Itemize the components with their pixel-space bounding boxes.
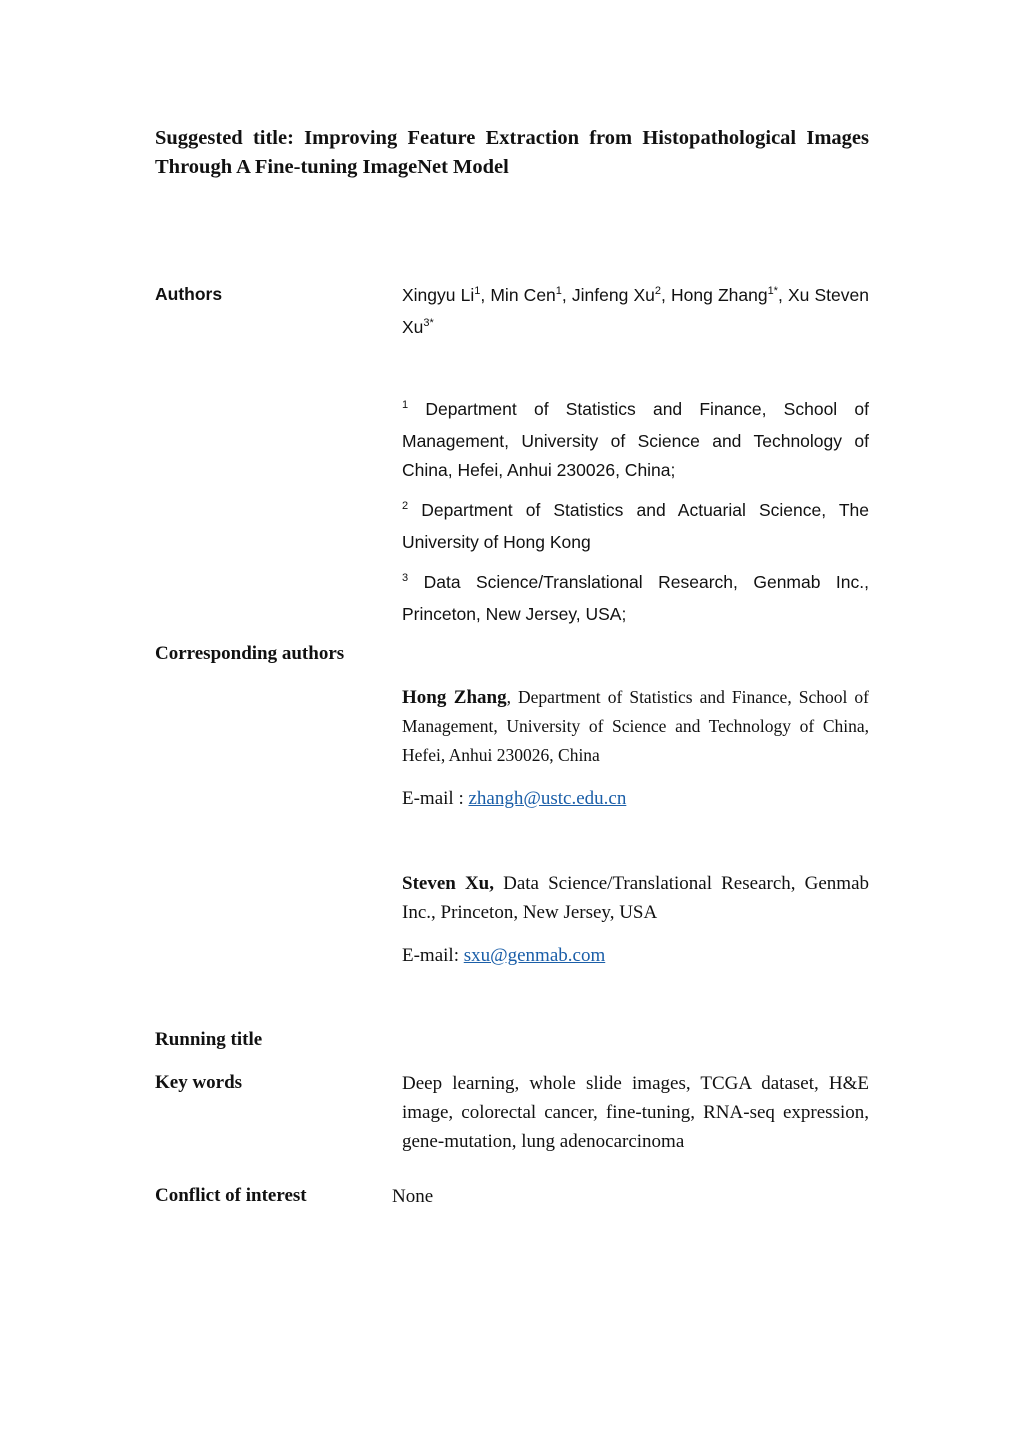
affiliation-3 bbox=[402, 568, 869, 629]
author-sup: 3* bbox=[423, 317, 434, 329]
suggested-title bbox=[155, 124, 869, 182]
email-link[interactable]: sxu@genmab.com bbox=[463, 945, 606, 966]
author-name: Xu Steven Xu bbox=[402, 285, 869, 337]
author-sup: 1 bbox=[555, 285, 562, 297]
corresponding-affiliation: Data Science/Translational Research, Genmab Inc., Princeton, New Jersey, USA bbox=[402, 873, 869, 923]
email-line-1 bbox=[402, 784, 626, 813]
keywords-value: Deep learning, whole slide images, TCGA dataset, H&E image, colorectal cancer, fine-tuning, RNA-seq expression, gene-mutation, lung adenocarcinoma bbox=[402, 1073, 869, 1152]
corresponding-name: Steven Xu, bbox=[402, 873, 494, 894]
keywords-label: Key words bbox=[155, 1072, 243, 1093]
authors-list: Xingyu Li$^1$, Min Cen$^1$, Jinfeng Xu$^2$, Hong Zhang$^{1*}$, Xu Steven $Xu^{3*}$ bbox=[402, 285, 869, 337]
affiliation-text: Data Science/Translational Research, Genmab Inc., Princeton, New Jersey, USA; bbox=[402, 572, 869, 624]
affiliation-2 bbox=[402, 496, 869, 557]
email-link[interactable]: zhangh@ustc.edu.cn bbox=[468, 788, 627, 809]
affiliation-1 bbox=[402, 395, 869, 485]
affiliation-text: Department of Statistics and Finance, School of Management, University of Science and Technology of China, Hefei, Anhui 230026, China; bbox=[402, 399, 869, 480]
author-sup: 1 bbox=[474, 285, 481, 297]
title-prefix: Suggested title: bbox=[155, 127, 294, 149]
author-name: Xingyu Li bbox=[402, 285, 475, 305]
corresponding-author-1: Hong Zhang, Department of Statistics and Finance, School of Management, University of Science and Technology of China, Hefei, Anhui 230026, China bbox=[402, 687, 870, 765]
conflict-label: Conflict of interest bbox=[155, 1185, 307, 1206]
author-name: Hong Zhang bbox=[670, 285, 768, 305]
author-sup: 1* bbox=[767, 285, 778, 297]
running-title-label: Running title bbox=[155, 1029, 263, 1050]
affiliation-text: Department of Statistics and Actuarial Science, The University of Hong Kong bbox=[402, 500, 869, 552]
email-label: E-mail : bbox=[402, 788, 464, 809]
authors-label: Authors bbox=[155, 284, 223, 304]
corresponding-name: Hong Zhang bbox=[402, 687, 507, 708]
author-name: Min Cen bbox=[490, 285, 556, 305]
email-line-2 bbox=[402, 941, 605, 970]
corresponding-author-2 bbox=[402, 869, 869, 927]
author-sup: 2 bbox=[654, 285, 661, 297]
email-label: E-mail: bbox=[402, 945, 459, 966]
affiliation-number: 1 bbox=[402, 399, 409, 411]
affiliation-number: 3 bbox=[402, 572, 409, 584]
corresponding-authors-label: Corresponding authors bbox=[155, 643, 345, 664]
author-name: Jinfeng Xu bbox=[571, 285, 655, 305]
affiliation-number: 2 bbox=[402, 500, 409, 512]
conflict-value: None bbox=[392, 1186, 434, 1207]
corresponding-affiliation: Department of Statistics and Finance, School of Management, University of Science and Technology of China, Hefei, Anhui 230026, China bbox=[402, 687, 870, 765]
title-text: Improving Feature Extraction from Histopathological Images Through A Fine-tuning ImageNet Model bbox=[155, 127, 869, 178]
